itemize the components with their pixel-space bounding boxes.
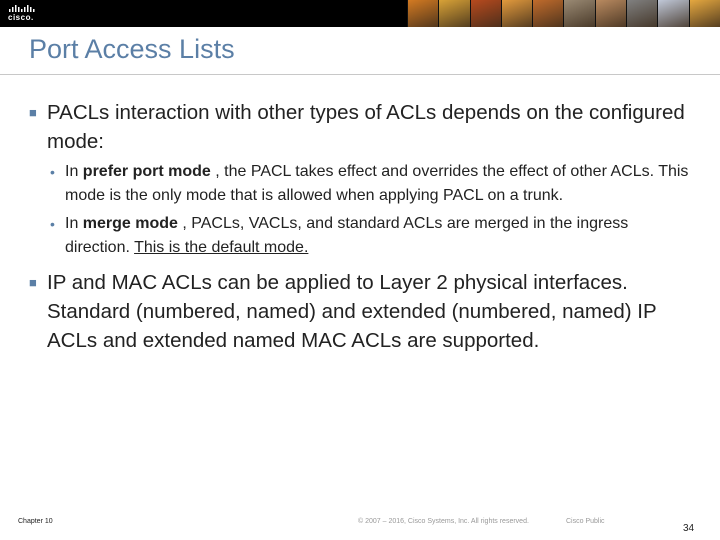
sub-bullet-text: , PACLs, VACLs, and standard ACLs are merged in the ingress direction. <box>65 215 629 256</box>
banner-photo-tile <box>657 0 688 27</box>
sub-bullet-text: , the PACL takes effect and overrides the effect of other ACLs. This mode is the only mode that is allowed when applying PACL on a trunk. <box>65 163 689 204</box>
prefer-port-mode-term: prefer port mode <box>82 163 211 180</box>
merge-mode-term: merge mode <box>82 215 178 232</box>
footer-chapter: Chapter 10 <box>18 518 53 525</box>
sub-bullet-merge <box>47 212 694 260</box>
banner-photo-tile <box>595 0 626 27</box>
top-banner <box>0 0 720 27</box>
sub-bullet-prefix: In <box>65 215 83 232</box>
bullet-text: PACLs interaction with other types of ACLs depends on the configured mode: <box>47 101 685 153</box>
banner-photo-tile <box>532 0 563 27</box>
banner-photo-tile <box>407 0 438 27</box>
footer-classification: Cisco Public <box>566 518 605 525</box>
bullet-text: IP and MAC ACLs can be applied to Layer 2 physical interfaces. Standard (numbered, named) and extended (numbered, named) IP ACLs and extended named MAC ACLs are supported. <box>47 271 657 352</box>
banner-photo-tile <box>501 0 532 27</box>
banner-photo-tile <box>563 0 594 27</box>
sub-bullet-prefix: In <box>65 163 83 180</box>
page-number: 34 <box>683 523 695 534</box>
logo-bars-icon <box>8 4 44 13</box>
banner-photo-tile <box>689 0 720 27</box>
banner-photo-tile <box>626 0 657 27</box>
default-mode-note: This is the default mode. <box>134 239 309 256</box>
slide-body <box>29 98 694 355</box>
logo-wordmark: cisco. <box>8 13 34 22</box>
dot-bullet-icon: • <box>50 216 55 232</box>
square-bullet-icon: ■ <box>29 105 37 120</box>
title-divider <box>0 74 720 75</box>
cisco-logo <box>8 4 44 23</box>
bullet-pacl-modes <box>29 98 694 156</box>
banner-photo-tile <box>470 0 501 27</box>
photo-strip <box>407 0 720 27</box>
banner-photo-tile <box>438 0 469 27</box>
dot-bullet-icon: • <box>50 164 55 180</box>
sub-bullet-prefer-port <box>47 160 694 208</box>
footer-copyright: © 2007 – 2016, Cisco Systems, Inc. All rights reserved. <box>358 518 529 525</box>
square-bullet-icon: ■ <box>29 275 37 290</box>
bullet-ip-mac-acls <box>29 268 694 355</box>
page-title: Port Access Lists <box>29 34 235 64</box>
